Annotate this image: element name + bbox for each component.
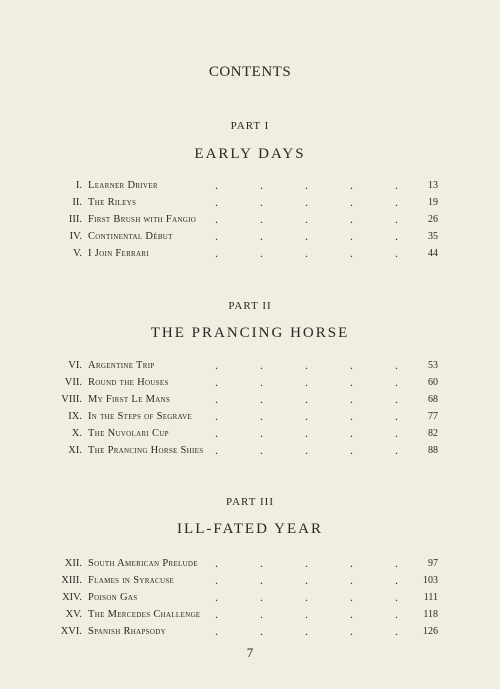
chapter-title: Round the Houses: [88, 377, 169, 388]
chapter-page: 35: [428, 231, 438, 242]
chapter-title: I Join Ferrari: [88, 248, 149, 259]
chapter-title: The Prancing Horse Shies: [88, 445, 204, 456]
chapter-number: XI.: [68, 445, 82, 456]
chapter-title: Spanish Rhapsody: [88, 626, 166, 637]
part-label: PART II: [228, 300, 272, 312]
chapter-number: VI.: [68, 360, 82, 371]
chapter-page: 77: [428, 411, 438, 422]
chapter-page: 60: [428, 377, 438, 388]
chapter-number: X.: [71, 428, 82, 439]
chapter-title: First Brush with Fangio: [88, 214, 197, 225]
chapter-page: 118: [423, 609, 438, 620]
chapter-page: 13: [428, 180, 438, 191]
chapter-page: 111: [423, 592, 438, 603]
dot-leader: . . . . .: [215, 607, 398, 621]
chapter-number: I.: [75, 180, 82, 191]
chapter-page: 53: [428, 360, 438, 371]
chapter-number: IV.: [69, 231, 82, 242]
chapter-number: XII.: [64, 558, 82, 569]
chapter-number: VII.: [64, 377, 82, 388]
part-title: EARLY DAYS: [194, 146, 306, 162]
chapter-title: The Nuvolari Cup: [88, 428, 169, 439]
dot-leader: . . . . .: [215, 409, 398, 423]
dot-leader: . . . . .: [215, 443, 398, 457]
part-label: PART III: [226, 496, 274, 508]
chapter-title: My First Le Mans: [88, 394, 171, 405]
contents-heading: CONTENTS: [208, 64, 292, 80]
chapter-page: 68: [428, 394, 438, 405]
chapter-number: IX.: [68, 411, 82, 422]
chapter-page: 88: [428, 445, 438, 456]
chapter-number: III.: [68, 214, 82, 225]
dot-leader: . . . . .: [215, 178, 398, 192]
chapter-row: [0, 626, 500, 643]
chapter-number: XVI.: [60, 626, 82, 637]
chapter-title: Flames in Syracuse: [88, 575, 175, 586]
chapter-page: 82: [428, 428, 438, 439]
chapter-title: In the Steps of Segrave: [88, 411, 193, 422]
dot-leader: . . . . .: [215, 426, 398, 440]
chapter-page: 126: [423, 626, 438, 637]
chapter-list: [0, 360, 500, 462]
part-label: PART I: [230, 120, 270, 132]
dot-leader: . . . . .: [215, 195, 398, 209]
part-title: THE PRANCING HORSE: [150, 325, 350, 341]
chapter-page: 103: [423, 575, 438, 586]
dot-leader: . . . . .: [215, 246, 398, 260]
chapter-list: [0, 180, 500, 265]
chapter-title: The Mercedes Challenge: [88, 609, 201, 620]
dot-leader: . . . . .: [215, 392, 398, 406]
chapter-number: VIII.: [61, 394, 82, 405]
chapter-list: [0, 558, 500, 643]
chapter-page: 44: [428, 248, 438, 259]
dot-leader: . . . . .: [215, 229, 398, 243]
chapter-title: Argentine Trip: [88, 360, 155, 371]
chapter-title: South American Prelude: [88, 558, 198, 569]
chapter-number: V.: [73, 248, 82, 259]
page-number: 7: [246, 645, 254, 660]
chapter-row: [0, 248, 500, 265]
dot-leader: . . . . .: [215, 624, 398, 638]
chapter-number: XIV.: [62, 592, 82, 603]
chapter-page: 97: [428, 558, 438, 569]
chapter-number: XV.: [65, 609, 82, 620]
chapter-title: The Rileys: [88, 197, 137, 208]
part-title: ILL-FATED YEAR: [177, 521, 323, 537]
dot-leader: . . . . .: [215, 212, 398, 226]
chapter-number: II.: [72, 197, 82, 208]
dot-leader: . . . . .: [215, 573, 398, 587]
chapter-title: Learner Driver: [88, 180, 158, 191]
chapter-title: Continental Début: [88, 231, 173, 242]
chapter-row: [0, 445, 500, 462]
dot-leader: . . . . .: [215, 358, 398, 372]
dot-leader: . . . . .: [215, 556, 398, 570]
chapter-page: 26: [428, 214, 438, 225]
chapter-title: Poison Gas: [88, 592, 138, 603]
chapter-page: 19: [428, 197, 438, 208]
chapter-number: XIII.: [61, 575, 82, 586]
dot-leader: . . . . .: [215, 375, 398, 389]
dot-leader: . . . . .: [215, 590, 398, 604]
